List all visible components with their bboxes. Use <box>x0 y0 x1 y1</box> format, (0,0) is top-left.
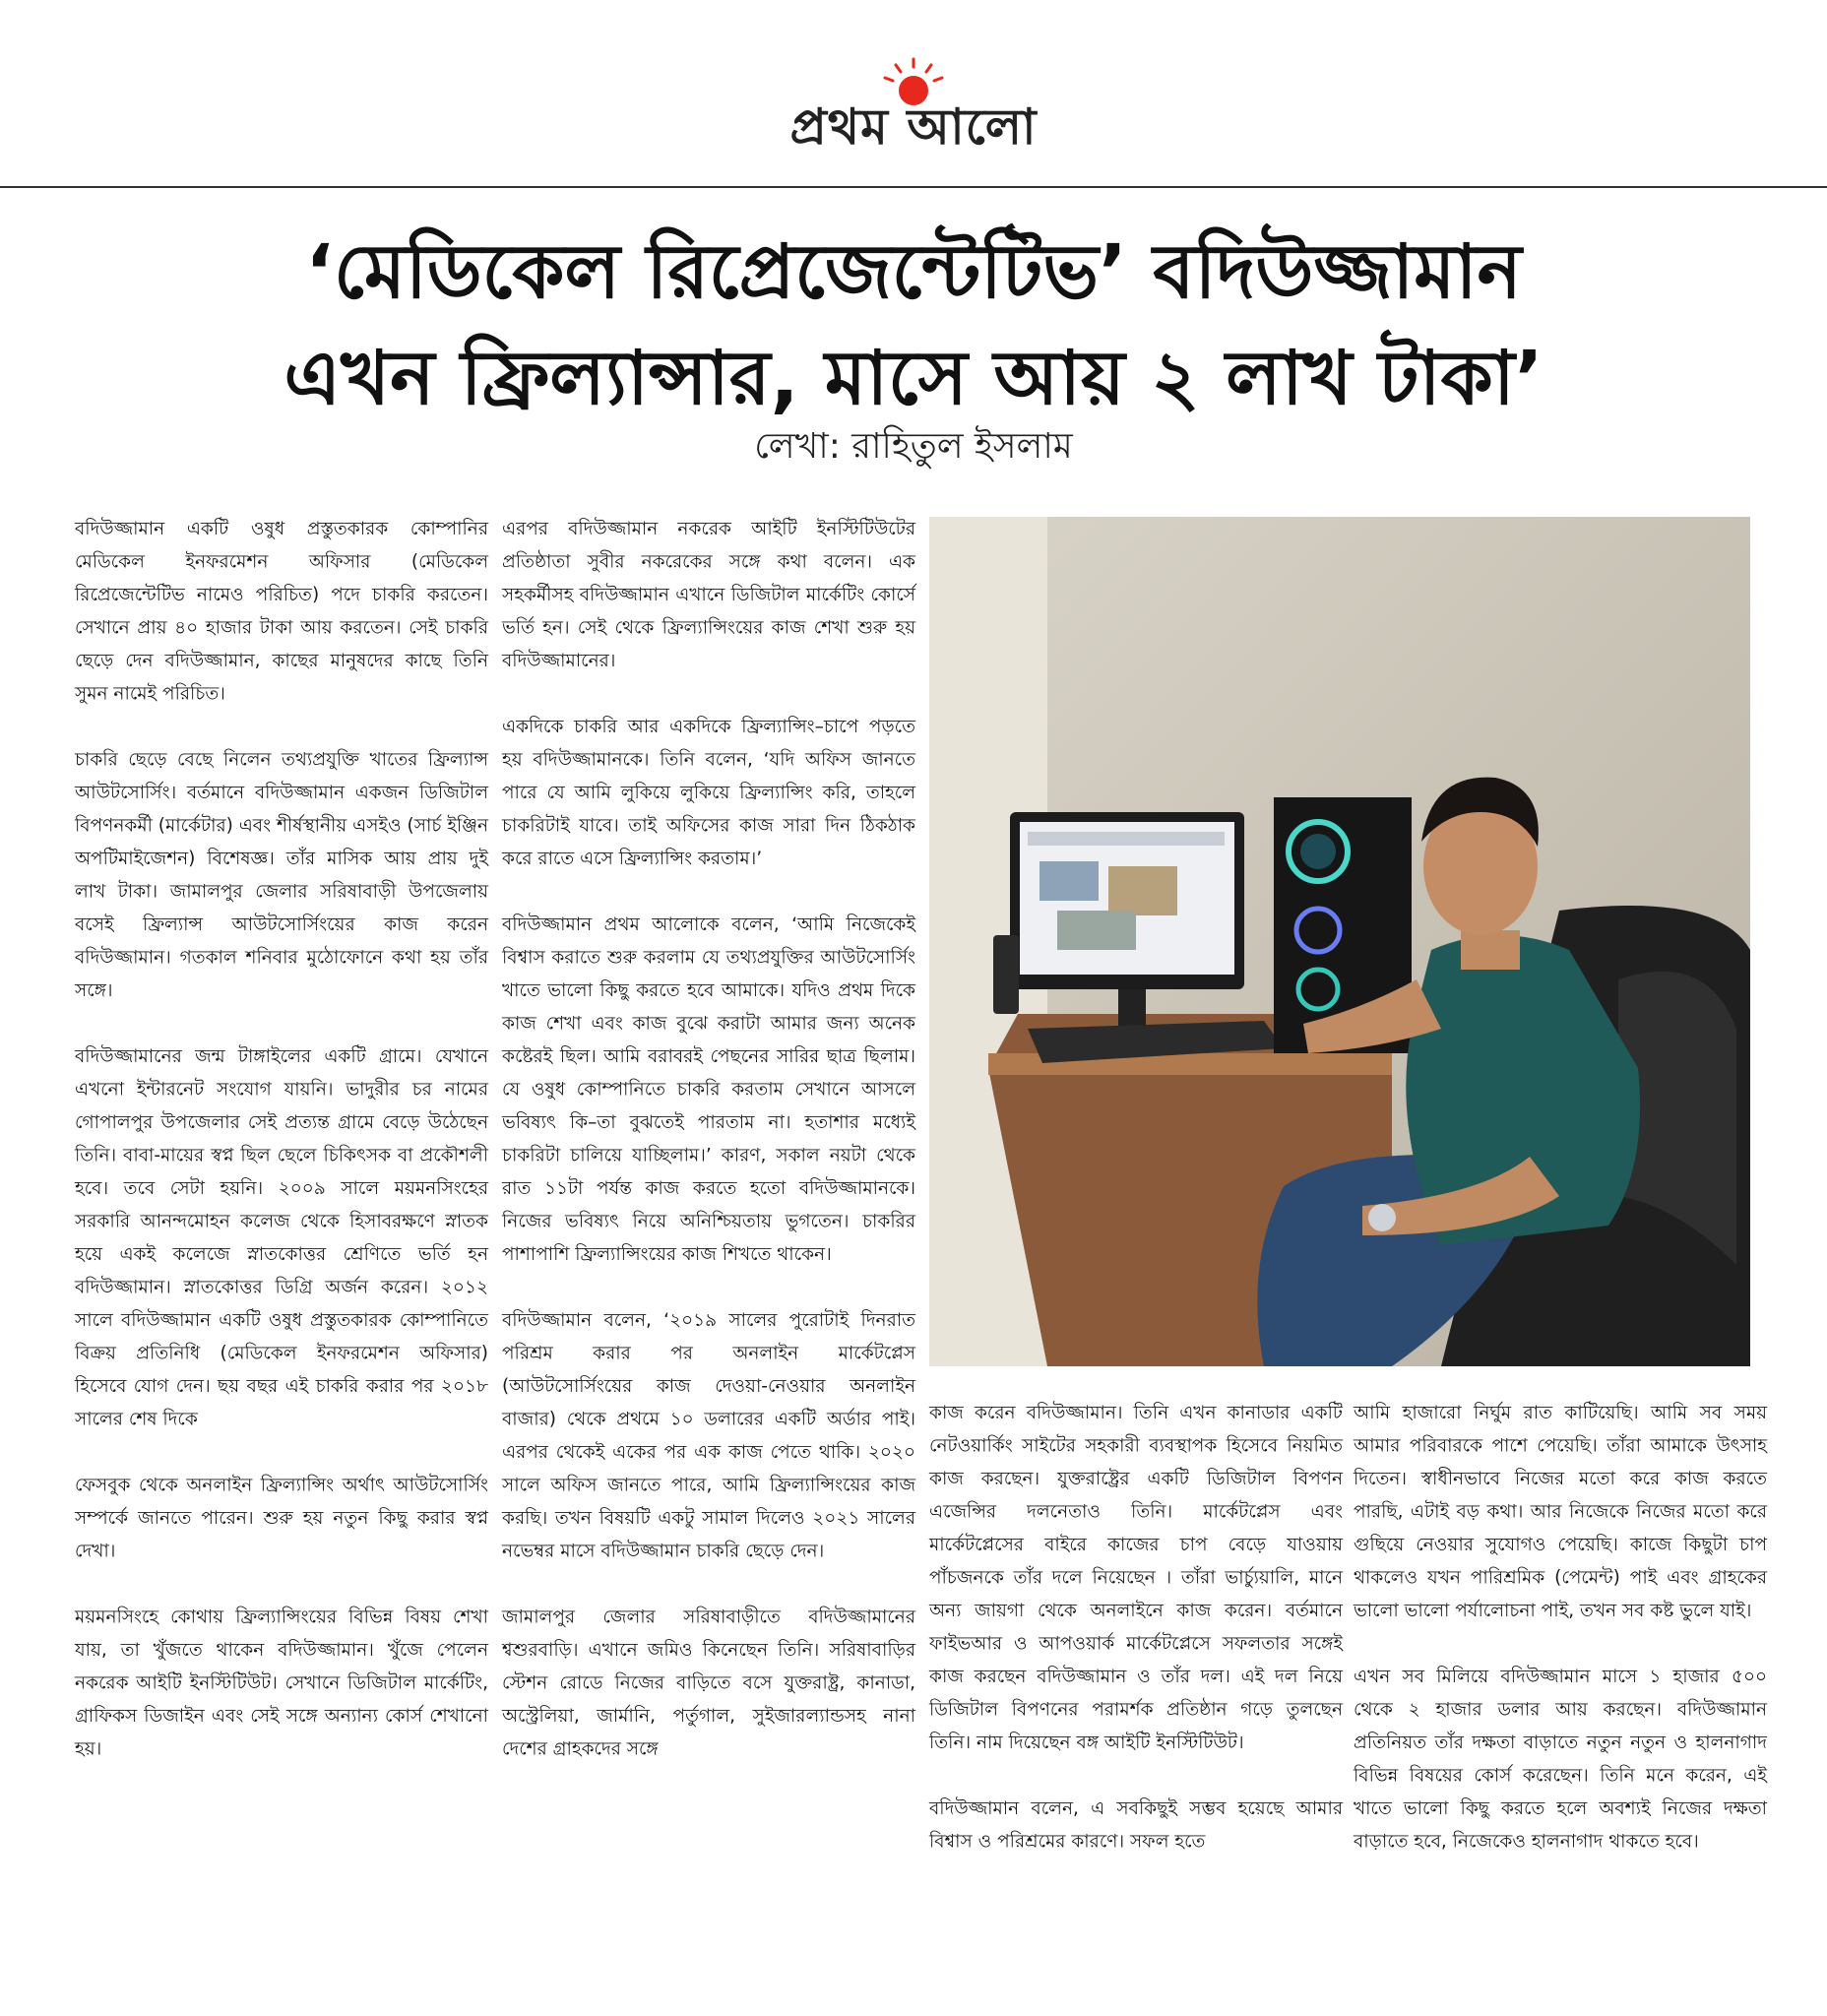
article-column-2 <box>502 512 915 1765</box>
article-column-3 <box>929 1396 1343 1858</box>
paragraph: এরপর বদিউজ্জামান নকরেক আইটি ইনস্টিটিউটের প্রতিষ্ঠাতা সুবীর নকরেকের সঙ্গে কথা বলেন। এক সহকর্মীসহ বদিউজ্জামান এখানে ডিজিটাল মার্কেটিং কোর্সে ভর্তি হন। সেই থেকে ফ্রিল্যান্সিংয়ের কাজ শেখা শুরু হয় বদিউজ্জামানের। <box>502 518 915 671</box>
paragraph: ময়মনসিংহে কোথায় ফ্রিল্যান্সিংয়ের বিভিন্ন বিষয় শেখা যায়, তা খুঁজতে থাকেন বদিউজ্জামান। খুঁজে পেলেন নকরেক আইটি ইনস্টিটিউট। সেখানে ডিজিটাল মার্কেটিং, গ্রাফিকস ডিজাইন এবং সেই সঙ্গে অন্যান্য কোর্স শেখানো হয়। <box>75 1606 488 1759</box>
headline-line-1: ‘মেডিকেল রিপ্রেজেন্টেটিভ’ বদিউজ্জামান <box>305 227 1522 315</box>
paragraph: একদিকে চাকরি আর একদিকে ফ্রিল্যান্সিং–চাপে পড়তে হয় বদিউজ্জামানকে। তিনি বলেন, ‘যদি অফিস জানতে পারে যে আমি লুকিয়ে লুকিয়ে ফ্রিল্যান্সিং করি, তাহলে চাকরিটাই যাবে। তাই অফিসের কাজ সারা দিন ঠিকঠাক করে রাতে এসে ফ্রিল্যান্সিং করতাম।’ <box>502 716 915 869</box>
headline-line-2: এখন ফ্রিল্যান্সার, মাসে আয় ২ লাখ টাকা’ <box>284 334 1544 421</box>
paragraph: ফেসবুক থেকে অনলাইন ফ্রিল্যান্সিং অর্থাৎ আউটসোর্সিং সম্পর্কে জানতে পারেন। শুরু হয় নতুন কিছু করার স্বপ্ন দেখা। <box>75 1474 488 1561</box>
article-column-4 <box>1354 1396 1767 1858</box>
article-photo <box>929 517 1750 1366</box>
newspaper-logo: প্রথম আলো <box>789 98 1038 156</box>
paragraph: জামালপুর জেলার সরিষাবাড়ীতে বদিউজ্জামানের শ্বশুরবাড়ি। এখানে জমিও কিনেছেন তিনি। সরিষাবাড়ির স্টেশন রোডে নিজের বাড়িতে বসে যুক্তরাষ্ট্র, কানাডা, অস্ট্রেলিয়া, জার্মানি, পর্তুগাল, সুইজারল্যান্ডসহ নানা দেশের গ্রাহকদের সঙ্গে <box>502 1606 915 1759</box>
paragraph: বদিউজ্জামান প্রথম আলোকে বলেন, ‘আমি নিজেকেই বিশ্বাস করাতে শুরু করলাম যে তথ্যপ্রযুক্তির আউটসোর্সিং খাতে ভালো কিছু করতে হবে আমাকে। যদিও প্রথম দিকে কাজ শেখা এবং কাজ বুঝে করাটা আমার জন্য অনেক কষ্টেরই ছিল। আমি বরাবরই পেছনের সারির ছাত্র ছিলাম। যে ওষুধ কোম্পানিতে চাকরি করতাম সেখানে আসলে ভবিষ্যৎ কি–তা বুঝতেই পারতাম না। হতাশার মধ্যেই চাকরিটা চালিয়ে যাচ্ছিলাম।’ কারণ, সকাল নয়টা থেকে রাত ১১টা পর্যন্ত কাজ করতে হতো বদিউজ্জামানকে। নিজের ভবিষ্যৎ নিয়ে অনিশ্চিয়তায় ভুগতেন। চাকরির পাশাপাশি ফ্রিল্যান্সিংয়ের কাজ শিখতে থাকেন। <box>502 914 915 1265</box>
paragraph: বদিউজ্জামান একটি ওষুধ প্রস্তুতকারক কোম্পানির মেডিকেল ইনফরমেশন অফিসার (মেডিকেল রিপ্রেজেন্টেটিভ নামেও পরিচিত) পদে চাকরি করতেন। সেখানে প্রায় ৪০ হাজার টাকা আয় করতেন। সেই চাকরি ছেড়ে দেন বদিউজ্জামান, কাছের মানুষদের কাছে তিনি সুমন নামেই পরিচিত। <box>75 518 488 704</box>
paragraph: আমি হাজারো নির্ঘুম রাত কাটিয়েছি। আমি সব সময় আমার পরিবারকে পাশে পেয়েছি। তাঁরা আমাকে উৎসাহ দিতেন। স্বাধীনভাবে নিজের মতো করে কাজ করতে পারছি, এটাই বড় কথা। আর নিজেকে নিজের মতো করে গুছিয়ে নেওয়ার সুযোগও পেয়েছি। কাজে কিছুটা চাপ থাকলেও যখন পারিশ্রমিক (পেমেন্ট) পাই এবং গ্রাহকের ভালো ভালো পর্যালোচনা পাই, তখন সব কষ্ট ভুলে যাই। <box>1354 1402 1767 1621</box>
article-column-1 <box>75 512 488 1765</box>
paragraph: বদিউজ্জামানের জন্ম টাঙ্গাইলের একটি গ্রামে। যেখানে এখনো ইন্টারনেট সংযোগ যায়নি। ভাদুরীর চর নামের গোপালপুর উপজেলার সেই প্রত্যন্ত গ্রামে বেড়ে উঠেছেন তিনি। বাবা-মায়ের স্বপ্ন ছিল ছেলে চিকিৎসক বা প্রকৌশলী হবে। তবে সেটা হয়নি। ২০০৯ সালে ময়মনসিংহের সরকারি আনন্দমোহন কলেজ থেকে হিসাবরক্ষণে স্নাতক হয়ে একই কলেজে স্নাতকোত্তর শ্রেণিতে ভর্তি হন বদিউজ্জামান। স্নাতকোত্তর ডিগ্রি অর্জন করেন। ২০১২ সালে বদিউজ্জামান একটি ওষুধ প্রস্তুতকারক কোম্পানিতে বিক্রয় প্রতিনিধি (মেডিকেল ইনফরমেশন অফিসার) হিসেবে যোগ দেন। ছয় বছর এই চাকরি করার পর ২০১৮ সালের শেষ দিকে <box>75 1045 488 1429</box>
byline: লেখা: রাহিতুল ইসলাম <box>754 426 1073 467</box>
paragraph: এখন সব মিলিয়ে বদিউজ্জামান মাসে ১ হাজার ৫০০ থেকে ২ হাজার ডলার আয় করছেন। বদিউজ্জামান প্রতিনিয়ত তাঁর দক্ষতা বাড়াতে নতুন নতুন ও হালনাগাদ বিভিন্ন বিষয়ের কোর্স করেছেন। তিনি মনে করেন, এই খাতে ভালো কিছু করতে হলে অবশ্যই নিজের দক্ষতা বাড়াতে হবে, নিজেকেও হালনাগাদ থাকতে হবে। <box>1354 1666 1767 1852</box>
paragraph: বদিউজ্জামান বলেন, ‘২০১৯ সালের পুরোটাই দিনরাত পরিশ্রম করার পর অনলাইন মার্কেটপ্লেস (আউটসোর্সিংয়ের কাজ দেওয়া-নেওয়ার অনলাইন বাজার) থেকে প্রথমে ১০ ডলারের একটি অর্ডার পাই। এরপর থেকেই একের পর এক কাজ পেতে থাকি। ২০২০ সালে অফিস জানতে পারে, আমি ফ্রিল্যান্সিংয়ের কাজ করছি। তখন বিষয়টি একটু সামাল দিলেও ২০২১ সালের নভেম্বর মাসে বদিউজ্জামান চাকরি ছেড়ে দেন। <box>502 1309 915 1561</box>
paragraph: বদিউজ্জামান বলেন, এ সবকিছুই সম্ভব হয়েছে আমার বিশ্বাস ও পরিশ্রমের কারণে। সফল হতে <box>929 1797 1343 1852</box>
masthead-divider <box>0 186 1827 188</box>
masthead <box>0 0 1827 187</box>
paragraph: চাকরি ছেড়ে বেছে নিলেন তথ্যপ্রযুক্তি খাতের ফ্রিল্যান্স আউটসোর্সিং। বর্তমানে বদিউজ্জামান একজন ডিজিটাল বিপণনকর্মী (মার্কেটার) এবং শীর্ষস্থানীয় এসইও (সার্চ ইঞ্জিন অপটিমাইজেশন) বিশেষজ্ঞ। তাঁর মাসিক আয় প্রায় দুই লাখ টাকা। জামালপুর জেলার সরিষাবাড়ী উপজেলায় বসেই ফ্রিল্যান্স আউটসোর্সিংয়ের কাজ করেন বদিউজ্জামান। গতকাল শনিবার মুঠোফোনে কথা হয় তাঁর সঙ্গে। <box>75 748 488 1001</box>
paragraph: কাজ করেন বদিউজ্জামান। তিনি এখন কানাডার একটি নেটওয়ার্কিং সাইটের সহকারী ব্যবস্থাপক হিসেবে নিয়মিত কাজ করছেন। যুক্তরাষ্ট্রের একটি ডিজিটাল বিপণন এজেন্সির দলনেতাও তিনি। মার্কেটপ্লেস এবং মার্কেটপ্লেসের বাইরে কাজের চাপ বেড়ে যাওয়ায় পাঁচজনকে তাঁর দলে নিয়েছেন । তাঁরা ভার্চ্যুয়ালি, মানে অন্য জায়গা থেকে অনলাইনে কাজ করেন। বর্তমানে ফাইভআর ও আপওয়ার্ক মার্কেটপ্লেসে সফলতার সঙ্গেই কাজ করছেন বদিউজ্জামান ও তাঁর দল। এই দল নিয়ে ডিজিটাল বিপণনের পরামর্শক প্রতিষ্ঠান গড়ে তুলছেন তিনি। নাম দিয়েছেন বঙ্গ আইটি ইনস্টিটিউট। <box>929 1402 1343 1753</box>
headline <box>89 219 1738 431</box>
